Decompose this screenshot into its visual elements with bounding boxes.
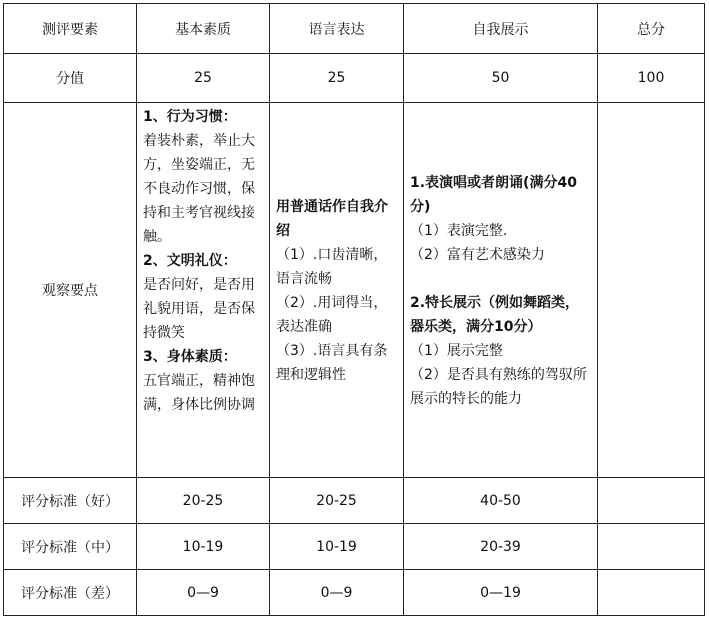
header-cell: 自我展示 bbox=[404, 4, 598, 54]
points-line: 着装朴素，举止大方，坐姿端正，无不良动作习惯，保持和主考官视线接触。 bbox=[143, 133, 255, 245]
standard-row bbox=[4, 570, 705, 616]
points-line: （2）.用词得当，表达准确 bbox=[276, 295, 388, 335]
standard-cell: 10-19 bbox=[137, 524, 270, 570]
standard-cell: 0—9 bbox=[270, 570, 404, 616]
points-line: 1.表演唱或者朗诵(满分40分) bbox=[410, 175, 577, 215]
standard-label: 评分标准（中） bbox=[4, 524, 137, 570]
header-cell: 语言表达 bbox=[270, 4, 404, 54]
points-line: （1）展示完整 bbox=[410, 343, 503, 359]
points-line: （1）.口齿清晰，语言流畅 bbox=[276, 247, 388, 287]
standard-cell bbox=[598, 570, 705, 616]
score-label: 分值 bbox=[4, 54, 137, 103]
standard-row bbox=[4, 524, 705, 570]
points-line: 五官端正，精神饱满，身体比例协调 bbox=[143, 373, 255, 413]
language-points-text bbox=[270, 193, 403, 387]
standard-row bbox=[4, 478, 705, 524]
score-cell: 100 bbox=[598, 54, 705, 103]
standard-cell: 10-19 bbox=[270, 524, 404, 570]
header-cell: 总分 bbox=[598, 4, 705, 54]
points-line: 2.特长展示（例如舞蹈类，器乐类，满分10分） bbox=[410, 295, 580, 335]
basic-points-text bbox=[137, 103, 269, 417]
standard-cell: 20-39 bbox=[404, 524, 598, 570]
standard-label: 评分标准（差） bbox=[4, 570, 137, 616]
score-cell: 50 bbox=[404, 54, 598, 103]
evaluation-table bbox=[3, 3, 705, 616]
points-line: 用普通话作自我介绍 bbox=[276, 199, 388, 239]
points-line bbox=[410, 267, 591, 291]
header-cell: 基本素质 bbox=[137, 4, 270, 54]
standard-cell bbox=[598, 478, 705, 524]
self-show-points-cell bbox=[404, 103, 598, 478]
self-show-points-text bbox=[404, 169, 597, 411]
standard-cell: 0—9 bbox=[137, 570, 270, 616]
points-label: 观察要点 bbox=[4, 103, 137, 478]
score-row bbox=[4, 54, 705, 103]
total-points-cell bbox=[598, 103, 705, 478]
standard-cell: 20-25 bbox=[137, 478, 270, 524]
points-line: （2）富有艺术感染力 bbox=[410, 247, 545, 263]
basic-points-cell bbox=[137, 103, 270, 478]
header-cell: 测评要素 bbox=[4, 4, 137, 54]
points-line: 3、身体素质： bbox=[143, 349, 237, 365]
standard-label: 评分标准（好） bbox=[4, 478, 137, 524]
points-line: 2、文明礼仪： bbox=[143, 253, 237, 269]
standard-cell: 20-25 bbox=[270, 478, 404, 524]
points-line: （1）表演完整. bbox=[410, 223, 508, 239]
points-row bbox=[4, 103, 705, 478]
header-row bbox=[4, 4, 705, 54]
score-cell: 25 bbox=[137, 54, 270, 103]
standard-cell bbox=[598, 524, 705, 570]
points-line: 1、行为习惯： bbox=[143, 109, 237, 125]
standard-cell: 0—19 bbox=[404, 570, 598, 616]
points-line: 是否问好，是否用礼貌用语，是否保持微笑 bbox=[143, 277, 255, 341]
points-line: （2）是否具有熟练的驾驭所展示的特长的能力 bbox=[410, 367, 587, 407]
standard-cell: 40-50 bbox=[404, 478, 598, 524]
points-line: （3）.语言具有条理和逻辑性 bbox=[276, 343, 388, 383]
score-cell: 25 bbox=[270, 54, 404, 103]
language-points-cell bbox=[270, 103, 404, 478]
